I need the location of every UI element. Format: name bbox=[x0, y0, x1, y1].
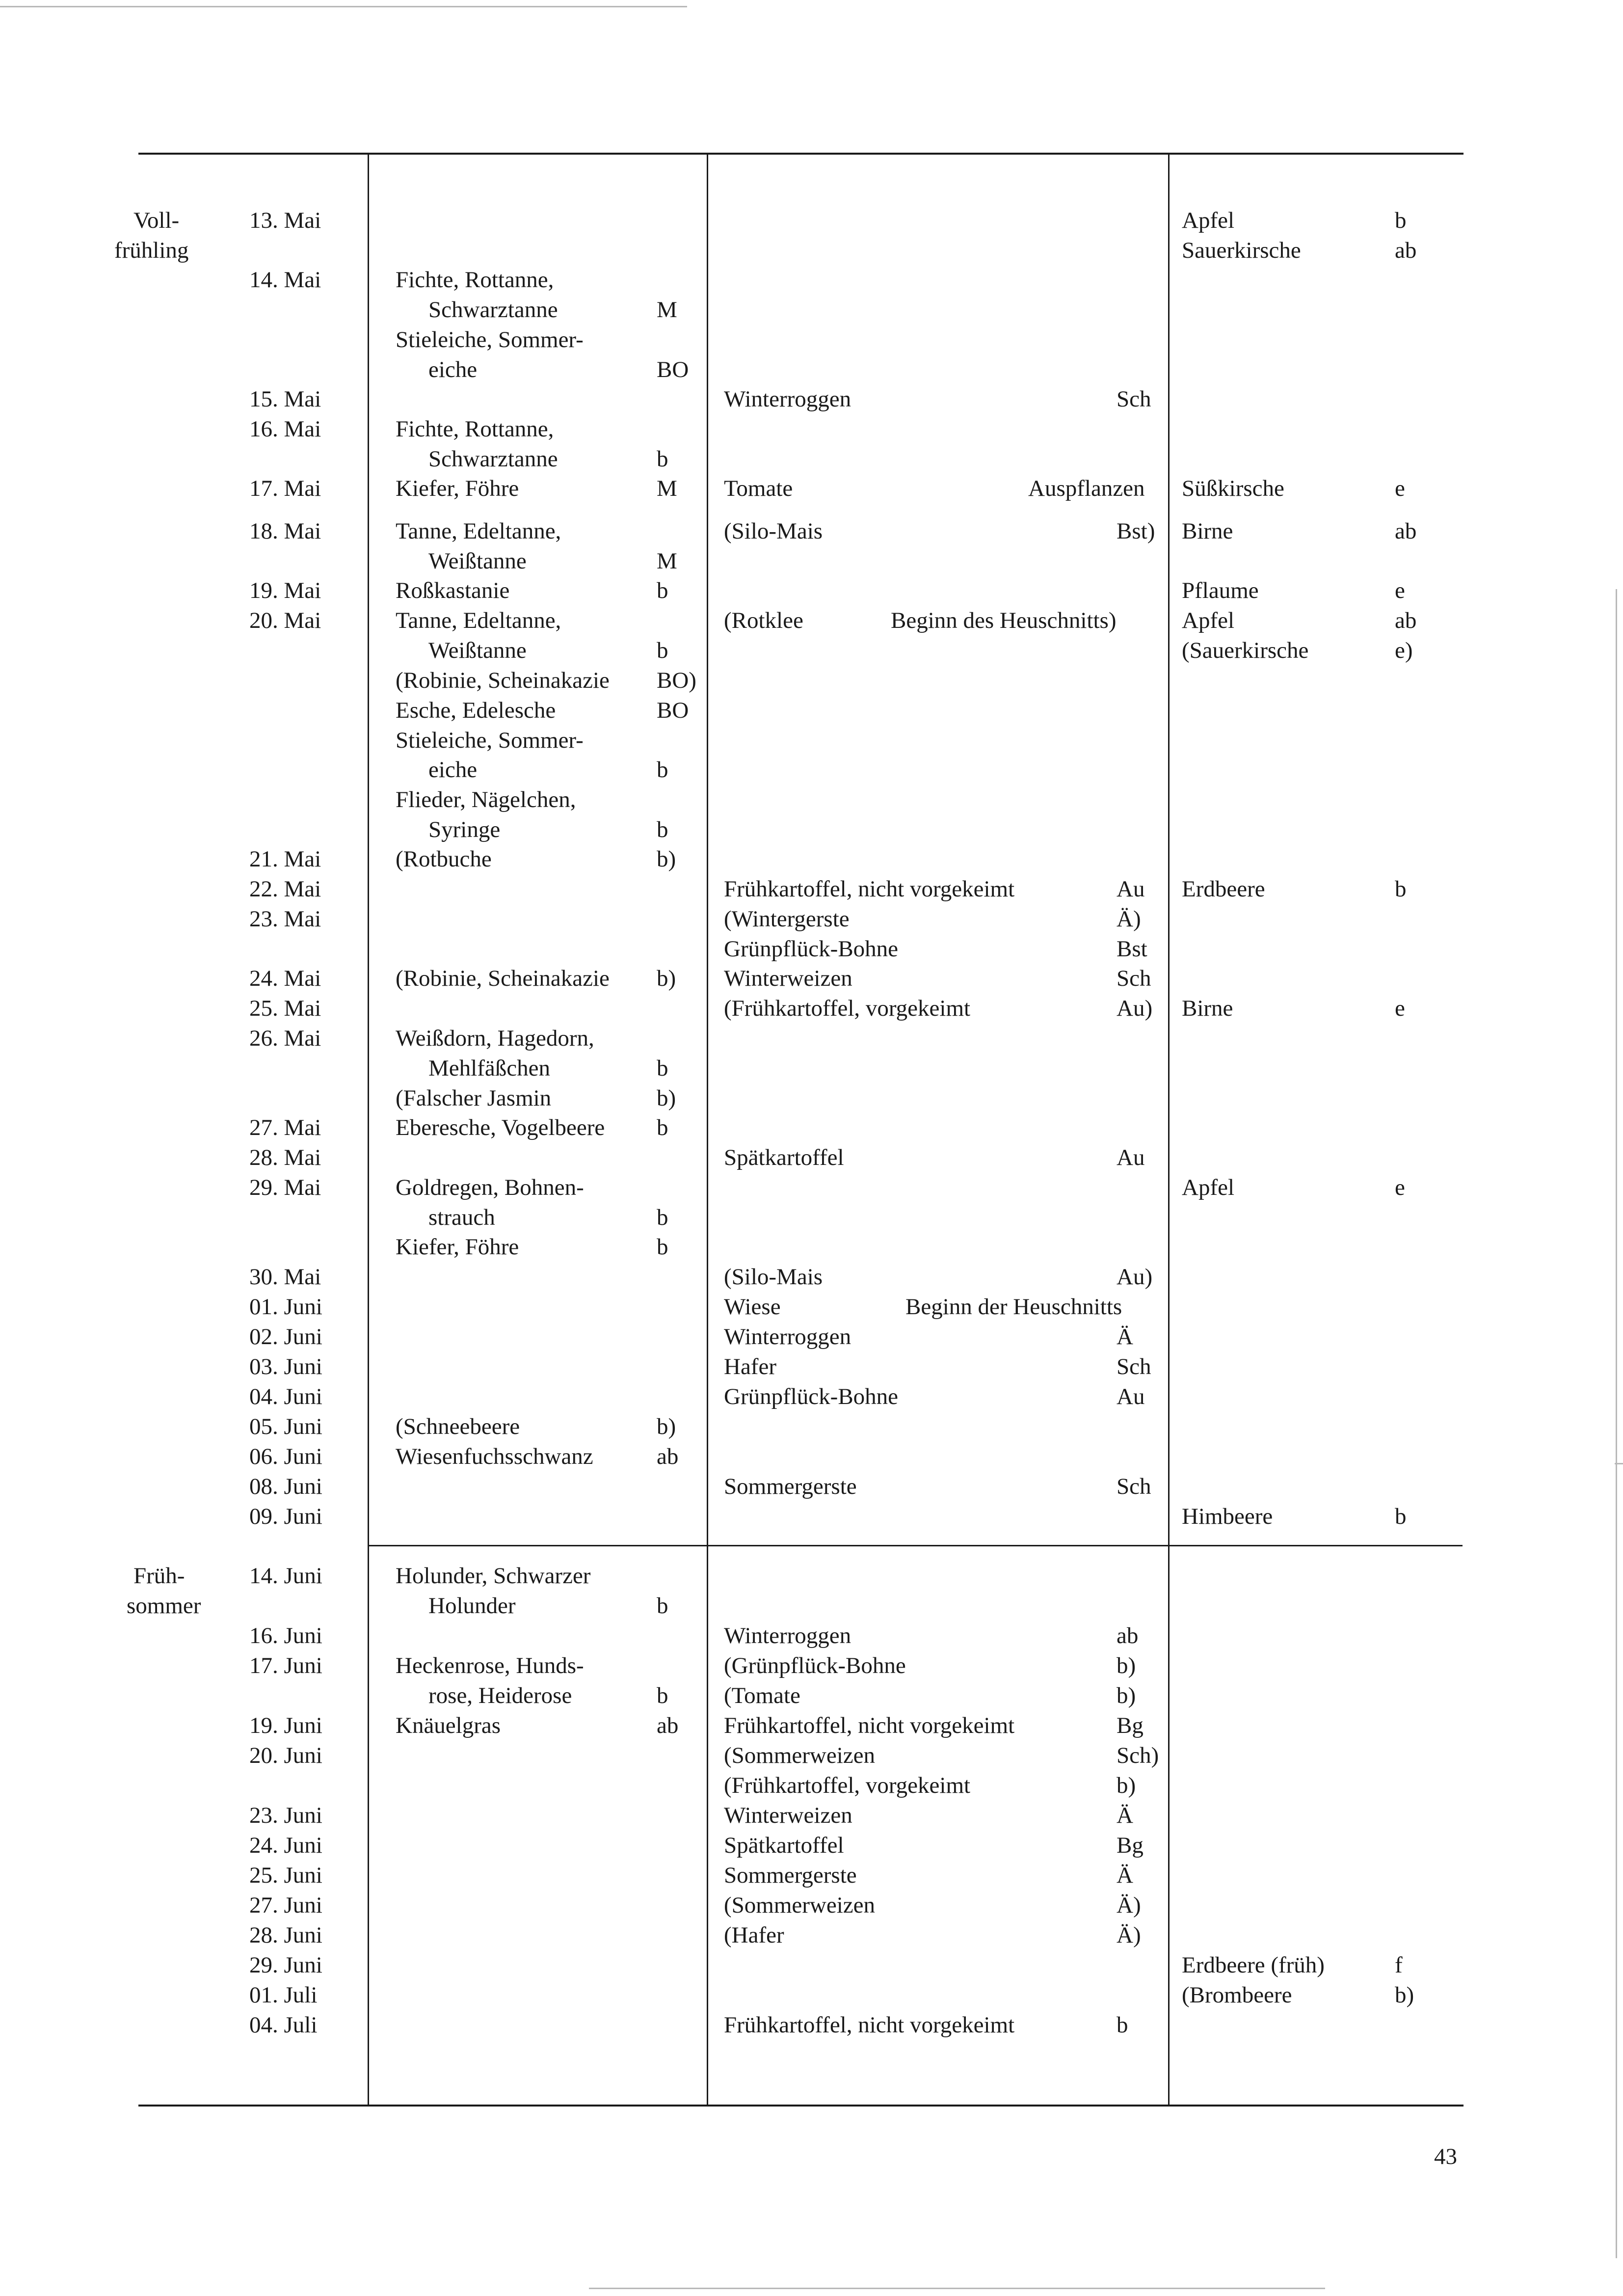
crop-code: Au bbox=[1117, 876, 1145, 902]
wild-plant-code: BO bbox=[657, 698, 689, 723]
wild-plant-name: Eberesche, Vogelbeere bbox=[396, 1115, 605, 1140]
fruit-code: e bbox=[1395, 996, 1405, 1021]
wild-plant-name: (Falscher Jasmin bbox=[396, 1085, 552, 1111]
crop-name: (Frühkartoffel, vorgekeimt bbox=[724, 996, 971, 1021]
crop-name: Frühkartoffel, nicht vorgekeimt bbox=[724, 1713, 1015, 1738]
wild-plant-code: b bbox=[657, 638, 668, 663]
date-cell: 13. Mai bbox=[249, 208, 321, 233]
crop-name: (Wintergerste bbox=[724, 906, 850, 932]
crop-code: Au) bbox=[1117, 1264, 1153, 1290]
crop-code: Sch bbox=[1117, 1474, 1151, 1499]
crop-code: Ä bbox=[1117, 1803, 1133, 1828]
fruit-code: b) bbox=[1395, 1982, 1414, 2008]
wild-plant-name: Wiesenfuchsschwanz bbox=[396, 1444, 593, 1469]
wild-plant-name: (Schneebeere bbox=[396, 1414, 520, 1439]
scan-edge-right bbox=[1616, 589, 1617, 2258]
crop-code: Au) bbox=[1117, 996, 1153, 1021]
wild-plant-name: eiche bbox=[428, 757, 478, 783]
wild-plant-name: rose, Heiderose bbox=[428, 1683, 572, 1708]
crop-name: (Sommerweizen bbox=[724, 1743, 876, 1768]
crop-name: Winterweizen bbox=[724, 966, 852, 991]
crop-name: Winterweizen bbox=[724, 1803, 852, 1828]
wild-plant-name: Flieder, Nägelchen, bbox=[396, 787, 576, 812]
crop-name: (Silo-Mais bbox=[724, 1264, 823, 1290]
crop-name: Grünpflück-Bohne bbox=[724, 1384, 899, 1409]
wild-plant-name: (Rotbuche bbox=[396, 846, 492, 872]
wild-plant-name: Weißtanne bbox=[428, 548, 527, 574]
wild-plant-name: Weißtanne bbox=[428, 638, 527, 663]
season-label-line: Voll- bbox=[133, 208, 180, 233]
wild-plant-code: b bbox=[657, 578, 668, 603]
crop-code: Ä) bbox=[1117, 1892, 1141, 1918]
fruit-name: Apfel bbox=[1182, 608, 1235, 633]
crop-name: (Frühkartoffel, vorgekeimt bbox=[724, 1773, 971, 1798]
date-cell: 04. Juli bbox=[249, 2012, 318, 2038]
date-cell: 17. Mai bbox=[249, 476, 321, 501]
crop-name: (Sommerweizen bbox=[724, 1892, 876, 1918]
scan-edge-bottom bbox=[589, 2288, 1325, 2289]
crop-note: Beginn der Heuschnitts bbox=[905, 1294, 1122, 1320]
wild-plant-code: b) bbox=[657, 1085, 676, 1111]
wild-plant-name: Heckenrose, Hunds- bbox=[396, 1653, 584, 1678]
date-cell: 14. Mai bbox=[249, 267, 321, 293]
wild-plant-name: Stieleiche, Sommer- bbox=[396, 728, 584, 753]
wild-plant-name: (Robinie, Scheinakazie bbox=[396, 668, 610, 693]
fruit-code: ab bbox=[1395, 238, 1417, 263]
crop-code: Au bbox=[1117, 1384, 1145, 1409]
wild-plant-code: M bbox=[657, 548, 677, 574]
wild-plant-name: Schwarztanne bbox=[428, 297, 558, 323]
scan-edge-top bbox=[0, 6, 687, 7]
date-cell: 20. Juni bbox=[249, 1743, 322, 1768]
crop-name: (Hafer bbox=[724, 1922, 784, 1948]
column-rule-3 bbox=[1168, 154, 1170, 2106]
wild-plant-code: M bbox=[657, 297, 677, 323]
fruit-code: e) bbox=[1395, 638, 1413, 663]
crop-code: Sch bbox=[1117, 1354, 1151, 1379]
wild-plant-name: Kiefer, Föhre bbox=[396, 1234, 519, 1260]
date-cell: 16. Mai bbox=[249, 416, 321, 442]
date-cell: 23. Mai bbox=[249, 906, 321, 932]
crop-name: (Silo-Mais bbox=[724, 518, 823, 544]
wild-plant-name: Fichte, Rottanne, bbox=[396, 267, 554, 293]
fruit-code: f bbox=[1395, 1952, 1403, 1978]
date-cell: 24. Juni bbox=[249, 1833, 322, 1858]
wild-plant-name: Kiefer, Föhre bbox=[396, 476, 519, 501]
season-label-line: Früh- bbox=[133, 1563, 185, 1589]
wild-plant-code: BO) bbox=[657, 668, 696, 693]
wild-plant-name: Holunder, Schwarzer bbox=[396, 1563, 591, 1589]
fruit-name: Apfel bbox=[1182, 208, 1235, 233]
date-cell: 15. Mai bbox=[249, 386, 321, 412]
wild-plant-code: b bbox=[657, 1234, 668, 1260]
date-cell: 25. Juni bbox=[249, 1863, 322, 1888]
fruit-code: ab bbox=[1395, 518, 1417, 544]
wild-plant-code: b) bbox=[657, 846, 676, 872]
wild-plant-code: b bbox=[657, 817, 668, 842]
crop-name: Winterroggen bbox=[724, 1623, 851, 1648]
fruit-name: Pflaume bbox=[1182, 578, 1259, 603]
crop-code: Sch bbox=[1117, 386, 1151, 412]
wild-plant-code: b bbox=[657, 757, 668, 783]
wild-plant-name: Tanne, Edeltanne, bbox=[396, 518, 561, 544]
season-label-line: frühling bbox=[114, 238, 189, 263]
wild-plant-name: Holunder bbox=[428, 1593, 516, 1619]
fruit-name: Birne bbox=[1182, 996, 1233, 1021]
wild-plant-code: BO bbox=[657, 357, 689, 382]
crop-code: Sch) bbox=[1117, 1743, 1159, 1768]
fruit-name: Erdbeere bbox=[1182, 876, 1265, 902]
fruit-name: Erdbeere (früh) bbox=[1182, 1952, 1325, 1978]
wild-plant-code: b) bbox=[657, 966, 676, 991]
crop-name: Hafer bbox=[724, 1354, 776, 1379]
date-cell: 22. Mai bbox=[249, 876, 321, 902]
wild-plant-name: Weißdorn, Hagedorn, bbox=[396, 1026, 594, 1051]
fruit-code: e bbox=[1395, 578, 1405, 603]
date-cell: 28. Juni bbox=[249, 1922, 322, 1948]
fruit-name: (Sauerkirsche bbox=[1182, 638, 1309, 663]
crop-code: Ä bbox=[1117, 1863, 1133, 1888]
crop-code: Ä bbox=[1117, 1324, 1133, 1350]
date-cell: 26. Mai bbox=[249, 1026, 321, 1051]
wild-plant-name: strauch bbox=[428, 1205, 495, 1230]
crop-name: (Tomate bbox=[724, 1683, 800, 1708]
fruit-code: b bbox=[1395, 208, 1407, 233]
table-top-rule bbox=[138, 153, 1463, 155]
date-cell: 06. Juni bbox=[249, 1444, 322, 1469]
wild-plant-name: Fichte, Rottanne, bbox=[396, 416, 554, 442]
crop-code: Bst) bbox=[1117, 518, 1155, 544]
season-divider-rule bbox=[368, 1545, 1463, 1546]
crop-name: Frühkartoffel, nicht vorgekeimt bbox=[724, 2012, 1015, 2038]
wild-plant-name: Schwarztanne bbox=[428, 446, 558, 472]
fruit-name: (Brombeere bbox=[1182, 1982, 1292, 2008]
wild-plant-code: M bbox=[657, 476, 677, 501]
date-cell: 18. Mai bbox=[249, 518, 321, 544]
crop-code: Bg bbox=[1117, 1713, 1144, 1738]
wild-plant-code: b) bbox=[657, 1414, 676, 1439]
date-cell: 01. Juli bbox=[249, 1982, 318, 2008]
date-cell: 27. Mai bbox=[249, 1115, 321, 1140]
crop-code: ab bbox=[1117, 1623, 1139, 1648]
crop-name: Sommergerste bbox=[724, 1474, 857, 1499]
fruit-code: e bbox=[1395, 1175, 1405, 1200]
wild-plant-code: b bbox=[657, 446, 668, 472]
crop-name: Tomate bbox=[724, 476, 793, 501]
date-cell: 08. Juni bbox=[249, 1474, 322, 1499]
crop-name: Spätkartoffel bbox=[724, 1145, 844, 1170]
crop-name: Frühkartoffel, nicht vorgekeimt bbox=[724, 876, 1015, 902]
date-cell: 09. Juni bbox=[249, 1504, 322, 1529]
date-cell: 03. Juni bbox=[249, 1354, 322, 1379]
crop-code: Sch bbox=[1117, 966, 1151, 991]
crop-name: Grünpflück-Bohne bbox=[724, 936, 899, 962]
wild-plant-code: b bbox=[657, 1593, 668, 1619]
wild-plant-code: b bbox=[657, 1115, 668, 1140]
fruit-name: Apfel bbox=[1182, 1175, 1235, 1200]
date-cell: 19. Mai bbox=[249, 578, 321, 603]
wild-plant-code: ab bbox=[657, 1713, 679, 1738]
table-bottom-rule bbox=[138, 2105, 1463, 2107]
wild-plant-code: ab bbox=[657, 1444, 679, 1469]
wild-plant-name: Roßkastanie bbox=[396, 578, 510, 603]
date-cell: 25. Mai bbox=[249, 996, 321, 1021]
fruit-code: b bbox=[1395, 1504, 1407, 1529]
date-cell: 30. Mai bbox=[249, 1264, 321, 1290]
crop-code: Ä) bbox=[1117, 1922, 1141, 1948]
date-cell: 02. Juni bbox=[249, 1324, 322, 1350]
date-cell: 24. Mai bbox=[249, 966, 321, 991]
date-cell: 16. Juni bbox=[249, 1623, 322, 1648]
date-cell: 19. Juni bbox=[249, 1713, 322, 1738]
column-rule-1 bbox=[368, 154, 369, 2106]
date-cell: 20. Mai bbox=[249, 608, 321, 633]
crop-name: (Grünpflück-Bohne bbox=[724, 1653, 906, 1678]
date-cell: 21. Mai bbox=[249, 846, 321, 872]
wild-plant-name: Knäuelgras bbox=[396, 1713, 501, 1738]
fruit-name: Himbeere bbox=[1182, 1504, 1273, 1529]
date-cell: 28. Mai bbox=[249, 1145, 321, 1170]
fruit-code: e bbox=[1395, 476, 1405, 501]
crop-name: (Rotklee bbox=[724, 608, 803, 633]
page-number: 43 bbox=[1434, 2144, 1457, 2169]
crop-name: Sommergerste bbox=[724, 1863, 857, 1888]
wild-plant-code: b bbox=[657, 1683, 668, 1708]
date-cell: 27. Juni bbox=[249, 1892, 322, 1918]
wild-plant-code: b bbox=[657, 1055, 668, 1081]
date-cell: 17. Juni bbox=[249, 1653, 322, 1678]
fruit-code: b bbox=[1395, 876, 1407, 902]
wild-plant-name: Mehlfäßchen bbox=[428, 1055, 550, 1081]
wild-plant-name: Tanne, Edeltanne, bbox=[396, 608, 561, 633]
date-cell: 29. Mai bbox=[249, 1175, 321, 1200]
fruit-name: Birne bbox=[1182, 518, 1233, 544]
date-cell: 04. Juni bbox=[249, 1384, 322, 1409]
crop-name: Winterroggen bbox=[724, 1324, 851, 1350]
crop-code: b bbox=[1117, 2012, 1128, 2038]
wild-plant-name: (Robinie, Scheinakazie bbox=[396, 966, 610, 991]
date-cell: 23. Juni bbox=[249, 1803, 322, 1828]
crop-code: b) bbox=[1117, 1773, 1136, 1798]
fruit-name: Süßkirsche bbox=[1182, 476, 1284, 501]
date-cell: 05. Juni bbox=[249, 1414, 322, 1439]
fruit-code: ab bbox=[1395, 608, 1417, 633]
fruit-name: Sauerkirsche bbox=[1182, 238, 1301, 263]
crop-name: Wiese bbox=[724, 1294, 781, 1320]
crop-name: Spätkartoffel bbox=[724, 1833, 844, 1858]
date-cell: 01. Juni bbox=[249, 1294, 322, 1320]
season-label-line: sommer bbox=[127, 1593, 201, 1619]
wild-plant-name: Syringe bbox=[428, 817, 501, 842]
wild-plant-name: eiche bbox=[428, 357, 478, 382]
date-cell: 29. Juni bbox=[249, 1952, 322, 1978]
crop-code: b) bbox=[1117, 1683, 1136, 1708]
crop-code: Bg bbox=[1117, 1833, 1144, 1858]
crop-name: Winterroggen bbox=[724, 386, 851, 412]
crop-code: b) bbox=[1117, 1653, 1136, 1678]
date-cell: 14. Juni bbox=[249, 1563, 322, 1589]
crop-code: Ä) bbox=[1117, 906, 1141, 932]
wild-plant-code: b bbox=[657, 1205, 668, 1230]
crop-code: Bst bbox=[1117, 936, 1147, 962]
scan-mark-right bbox=[1615, 1463, 1623, 1464]
wild-plant-name: Esche, Edelesche bbox=[396, 698, 556, 723]
wild-plant-name: Goldregen, Bohnen- bbox=[396, 1175, 584, 1200]
column-rule-2 bbox=[707, 154, 708, 2106]
crop-code: Auspflanzen bbox=[1028, 476, 1145, 501]
wild-plant-name: Stieleiche, Sommer- bbox=[396, 327, 584, 352]
crop-note: Beginn des Heuschnitts) bbox=[891, 608, 1117, 633]
crop-code: Au bbox=[1117, 1145, 1145, 1170]
